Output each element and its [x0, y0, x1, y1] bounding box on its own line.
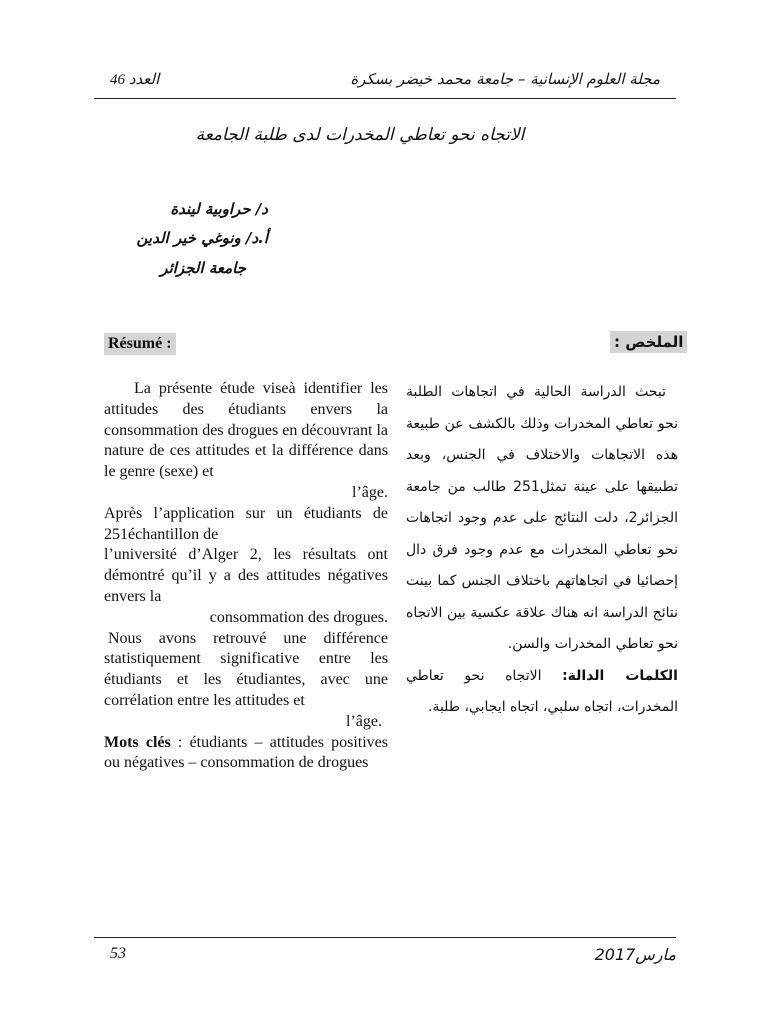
abstract-paragraph: La présente étude viseà identifier les attitudes des étudiants envers la consommation des drogues en découvrant la nature de ces attitudes et la différence dans le genre (sexe) et — [104, 380, 388, 481]
keywords-text: الاتجاه نحو تعاطي المخدرات، اتجاه سلبي، اتجاه ايجابي، طلبة. — [406, 667, 678, 715]
keywords-paragraph — [406, 661, 678, 724]
author-name: أ.د/ ونوغي خير الدين — [136, 229, 268, 247]
keywords-label: Mots clés — [104, 733, 171, 751]
arabic-abstract — [406, 377, 678, 724]
abstract-line: l’âge. — [346, 712, 382, 730]
page-number: 53 — [110, 945, 126, 962]
keywords-paragraph — [104, 733, 388, 775]
abstract-paragraph: Après l’application sur un étudiants de 251échantillon de — [104, 504, 388, 543]
keywords-text: : étudiants – attitudes positives ou négatives – consommation de drogues — [104, 733, 389, 772]
french-abstract — [104, 379, 388, 774]
abstract-paragraph: Nous avons retrouvé une différence statistiquement significative entre les étudiants et les étudiantes, avec une corrélation entre les attitudes et — [104, 629, 388, 709]
author-affiliation: جامعة الجزائر — [160, 259, 246, 277]
abstract-line: consommation des drogues. — [209, 608, 388, 626]
abstract-line: l’âge. — [352, 483, 388, 501]
publication-date: مارس2017 — [594, 945, 676, 964]
footer-rule — [94, 937, 676, 938]
keywords-label: الكلمات الدالة: — [562, 667, 678, 684]
arabic-abstract-heading: الملخص : — [610, 331, 687, 353]
abstract-paragraph: l’université d’Alger 2, les résultats ont démontré qu’il y a des attitudes négatives envers la — [104, 546, 388, 605]
author-name: د/ حراوبية ليندة — [170, 200, 268, 218]
header-rule — [94, 98, 676, 99]
resume-heading: Résumé : — [104, 333, 176, 355]
abstract-paragraph: تبحث الدراسة الحالية في اتجاهات الطلبة نحو تعاطي المخدرات وذلك بالكشف عن طبيعة هذه الاتجاهات والاختلاف في الجنس، وبعد تطبيقها على عينة تمثل251 طالب من جامعة الجزائر2، دلت النتائج على عدم وجود اتجاهات نحو تعاطي المخدرات مع عدم وجود فرق دال إحصائيا في اتجاهاتهم باختلاف الجنس كما بينت نتائج الدراسة انه هناك علاقة عكسية بين الاتجاه نحو تعاطي المخدرات والسن. — [406, 384, 679, 652]
issue-number: العدد 46 — [110, 72, 160, 88]
journal-name: مجلة العلوم الإنسانية – جامعة محمد خيضر بسكرة — [350, 70, 660, 88]
paper-title: الاتجاه نحو تعاطي المخدرات لدى طلبة الجامعة — [195, 125, 525, 145]
